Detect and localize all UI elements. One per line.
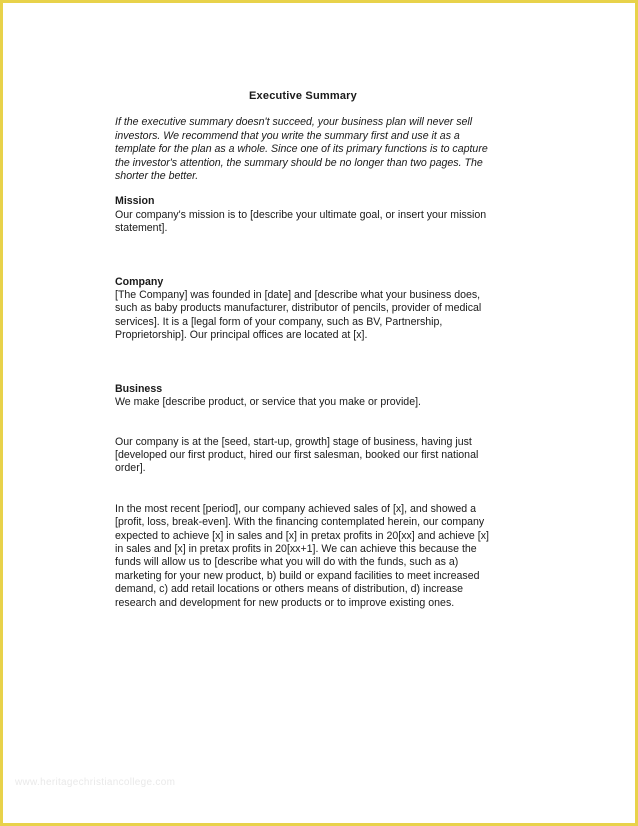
section-spacer [115, 236, 491, 276]
company-paragraph: [The Company] was founded in [date] and [describe what your business does, such as baby products manufacturer, distributor of pencils, provider of medical services]. It is a [legal form of your company, such as BV, Partnership, Proprietorship]. Our principal offices are located at [x]. [115, 289, 482, 342]
business-heading: Business [115, 382, 163, 395]
business-paragraph: We make [describe product, or service that you make or provide]. [115, 396, 421, 409]
company-heading: Company [115, 275, 164, 288]
site-watermark: www.heritagechristiancollege.com [15, 777, 176, 788]
document-title: Executive Summary [249, 90, 357, 102]
mission-paragraph: Our company's mission is to [describe your ultimate goal, or insert your mission statement]. [115, 208, 487, 235]
intro-paragraph: If the executive summary doesn't succeed, your business plan will never sell investors. We recommend that you write the summary first and use it as a template for the plan as a whole. Since one of its primary functions is to capture the investor's attention, the summary should be no longer than two pages. The shorter the better. [115, 116, 488, 183]
section-spacer [115, 410, 491, 436]
section-spacer [115, 343, 491, 383]
stage-paragraph: Our company is at the [seed, start-up, growth] stage of business, having just [developed our first product, hired our first salesman, booked our first national order]. [115, 435, 479, 475]
section-spacer [115, 476, 491, 503]
document-content [115, 90, 491, 610]
mission-heading: Mission [115, 195, 155, 208]
sales-paragraph: In the most recent [period], our company achieved sales of [x], and showed a [profit, loss, break-even]. With the financing contemplated herein, our company expected to achieve [x] in sales and [x] in pretax profits in 20[xx] and achieve [x] in sales and [x] in pretax profits in 20[xx+1]. We can achieve this because the funds will allow us to [describe what you will do with the funds, such as a) marketing for your new product, b) build or expand facilities to meet increased demand, c) add retail locations or others means of distribution, d) increase research and development for new products or to improve existing ones. [115, 502, 489, 609]
